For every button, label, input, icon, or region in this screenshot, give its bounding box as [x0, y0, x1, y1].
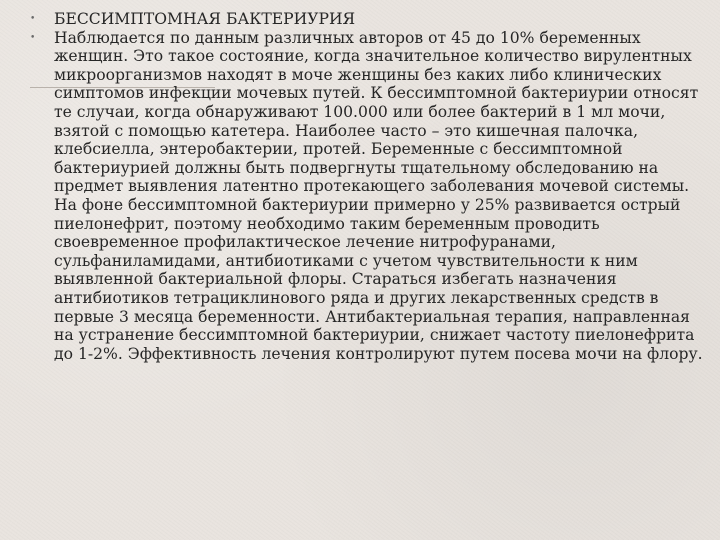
slide-title: БЕССИМПТОМНАЯ БАКТЕРИУРИЯ: [54, 10, 356, 28]
bullet-list: [30, 10, 712, 363]
bullet-item-title: [30, 10, 712, 29]
bullet-item-body: [30, 29, 712, 364]
bullet-icon: •: [30, 14, 36, 24]
bullet-icon: •: [30, 32, 36, 43]
body-paragraph: Наблюдается по данным различных авторов от 45 до 10% беременных женщин. Это такое состояние, когда значительное количество вирулентных микроорганизмов находят в моче женщины без каких либо клинических симптомов инфекции мочевых путей. К бессимптомной бактериурии относят те случаи, когда обнаруживают 100.000 или более бактерий в 1 мл мочи, взятой с помощью катетера. Наиболее часто – это кишечная палочка, клебсиелла, энтеробактерии, протей. Беременные с бессимптомной бактериурией должны быть подвергнуты тщательному обследованию на предмет выявления латентно протекающего заболевания мочевой системы. На фоне бессимптомной бактериурии примерно у 25% развивается острый пиелонефрит, поэтому необходимо таким беременным проводить своевременное профилактическое лечение нитрофуранами, сульфаниламидами, антибиотиками с учетом чувствительности к ним выявленной бактериальной флоры. Стараться избегать назначения антибиотиков тетрациклинового ряда и других лекарственных средств в первые 3 месяца беременности. Антибактериальная терапия, направленная на устранение бессимптомной бактериурии, снижает частоту пиелонефрита до 1-2%. Эффективность лечения контролируют путем посева мочи на флору.: [54, 28, 703, 363]
